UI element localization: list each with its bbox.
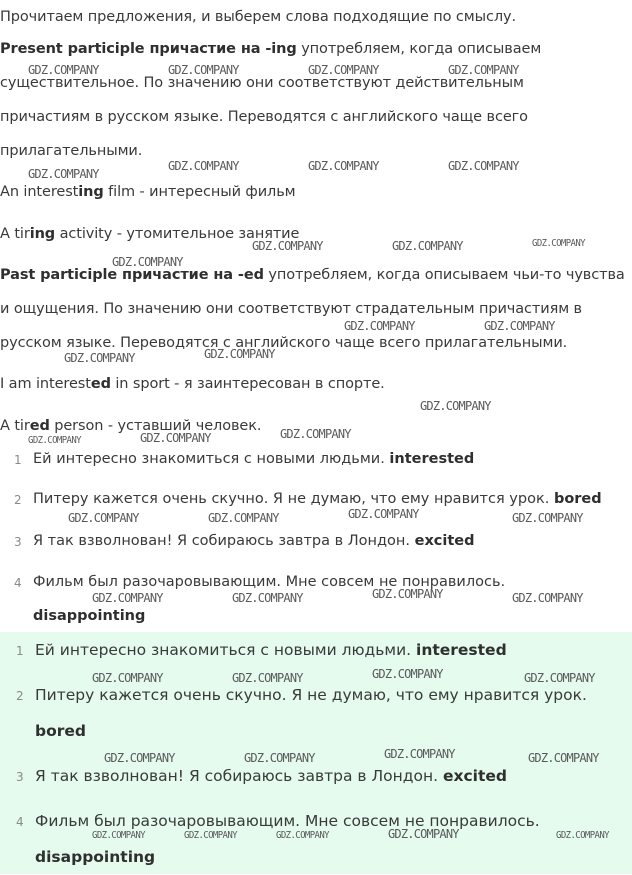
watermark: GDZ.COMPANY (244, 750, 315, 766)
exercise-item-text (33, 482, 632, 516)
present-example-2-stem: A tir (0, 226, 30, 242)
answer-block (0, 632, 632, 874)
watermark: GDZ.COMPANY (528, 750, 599, 766)
past-rule-line3: русском языке. Переводятся с английского чаще всего прилагательными. (0, 335, 568, 351)
exercise-item-number: 1 (14, 453, 22, 467)
answer-item-text (35, 632, 615, 668)
exercise-sentence: Я так взволнован! Я собираюсь завтра в Лондон. (33, 533, 415, 549)
answer-item-text (35, 803, 595, 875)
watermark: GDZ.COMPANY (64, 350, 135, 366)
answer-word: bored (35, 722, 86, 740)
watermark: GDZ.COMPANY (28, 166, 99, 182)
exercise-answer: bored (553, 491, 602, 507)
watermark: GDZ.COMPANY (448, 62, 519, 78)
watermark: GDZ.COMPANY (392, 238, 463, 254)
present-example-1-stem: An interest (0, 184, 79, 200)
answer-item-number: 1 (16, 644, 24, 658)
watermark: GDZ.COMPANY (308, 62, 379, 78)
exercise-item-number: 2 (14, 493, 22, 507)
past-participle-rule (0, 258, 630, 292)
watermark: GDZ.COMPANY (232, 590, 303, 606)
watermark: GDZ.COMPANY (252, 238, 323, 254)
watermark: GDZ.COMPANY (308, 158, 379, 174)
watermark: GDZ.COMPANY (388, 826, 459, 842)
past-example-2-stem: A tir (0, 418, 30, 434)
watermark: GDZ.COMPANY (484, 318, 555, 334)
answer-sentence: Фильм был разочаровывающим. Мне совсем не понравилось. (35, 812, 540, 830)
exercise-item-number: 3 (14, 535, 22, 549)
answer-item-text (35, 758, 615, 794)
past-example-1-stem: I am interest (0, 376, 91, 392)
past-example-1-rest: in sport - я заинтересован в спорте. (110, 376, 385, 392)
present-rule-line1: употребляем, когда описываем существительное. По значению они соответствуют действительным (0, 41, 542, 91)
answer-word: excited (442, 767, 507, 785)
exercise-sentence: Ей интересно знакомиться с новыми людьми. (33, 451, 390, 467)
past-example-1 (0, 367, 630, 401)
exercise-item-text (33, 565, 573, 633)
present-example-2-suffix: ing (29, 226, 56, 242)
present-participle-term: Present participle причастие на -ing (0, 41, 297, 57)
present-rule-line3: прилагательными. (0, 143, 143, 159)
watermark: GDZ.COMPANY (512, 590, 583, 606)
present-example-1 (0, 175, 630, 209)
watermark: GDZ.COMPANY (92, 670, 163, 686)
present-example-2 (0, 217, 630, 251)
exercise-sentence: Фильм был разочаровывающим. Мне совсем не понравилось. (33, 574, 506, 590)
watermark: GDZ.COMPANY (112, 254, 183, 270)
answer-item-text (35, 677, 615, 749)
watermark: GDZ.COMPANY (448, 158, 519, 174)
watermark: GDZ.COMPANY (280, 426, 351, 442)
watermark: GDZ.COMPANY (92, 590, 163, 606)
exercise-answer: disappointing (33, 608, 146, 624)
watermark: GDZ.COMPANY (204, 346, 275, 362)
present-rule-line2: причастиям в русском языке. Переводятся с английского чаще всего (0, 109, 528, 125)
watermark: GDZ.COMPANY (348, 506, 419, 522)
exercise-answer: excited (414, 533, 475, 549)
watermark: GDZ.COMPANY (168, 158, 239, 174)
watermark: GDZ.COMPANY (344, 318, 415, 334)
answer-word: disappointing (35, 848, 156, 866)
answer-sentence: Я так взволнован! Я собираюсь завтра в Лондон. (35, 767, 443, 785)
past-example-2 (0, 409, 630, 443)
watermark: GDZ.COMPANY (372, 586, 443, 602)
past-rule-line2: и ощущения. По значению они соответствуют страдательным причастиям в (0, 301, 582, 317)
watermark: GDZ.COMPANY (92, 830, 146, 842)
watermark: GDZ.COMPANY (28, 62, 99, 78)
answer-item-number: 4 (16, 815, 24, 829)
past-example-1-suffix: ed (90, 376, 111, 392)
watermark: GDZ.COMPANY (168, 62, 239, 78)
past-example-2-suffix: ed (29, 418, 50, 434)
present-example-2-rest: activity - утомительное занятие (55, 226, 300, 242)
watermark: GDZ.COMPANY (28, 435, 82, 447)
watermark: GDZ.COMPANY (208, 510, 279, 526)
watermark: GDZ.COMPANY (372, 666, 443, 682)
watermark: GDZ.COMPANY (420, 398, 491, 414)
past-example-2-rest: person - уставший человек. (49, 418, 262, 434)
watermark: GDZ.COMPANY (184, 830, 238, 842)
present-example-1-suffix: ing (78, 184, 104, 200)
answer-item-number: 2 (16, 689, 24, 703)
intro-text: Прочитаем предложения, и выберем слова подходящие по смыслу. (0, 9, 517, 25)
exercise-answer: interested (389, 451, 475, 467)
watermark: GDZ.COMPANY (276, 830, 330, 842)
answer-item-number: 3 (16, 770, 24, 784)
watermark: GDZ.COMPANY (384, 746, 455, 762)
watermark: GDZ.COMPANY (140, 430, 211, 446)
watermark: GDZ.COMPANY (104, 750, 175, 766)
answer-sentence: Питеру кажется очень скучно. Я не думаю, что ему нравится урок. (35, 686, 587, 704)
exercise-item-text (33, 442, 628, 476)
past-rule-line1: употребляем, когда описываем чьи-то чувства (263, 267, 625, 283)
watermark: GDZ.COMPANY (556, 830, 610, 842)
watermark: GDZ.COMPANY (68, 510, 139, 526)
exercise-item-text (33, 524, 628, 558)
past-participle-term: Past participle причастие на -ed (0, 267, 264, 283)
exercise-sentence: Питеру кажется очень скучно. Я не думаю, что ему нравится урок. (33, 491, 554, 507)
exercise-item-number: 4 (14, 576, 22, 590)
watermark: GDZ.COMPANY (232, 670, 303, 686)
answer-sentence: Ей интересно знакомиться с новыми людьми. (35, 641, 416, 659)
watermark: GDZ.COMPANY (532, 238, 586, 250)
present-participle-rule (0, 32, 630, 100)
answer-word: interested (416, 641, 507, 659)
watermark: GDZ.COMPANY (524, 670, 595, 686)
present-example-1-rest: film - интересный фильм (103, 184, 296, 200)
watermark: GDZ.COMPANY (512, 510, 583, 526)
